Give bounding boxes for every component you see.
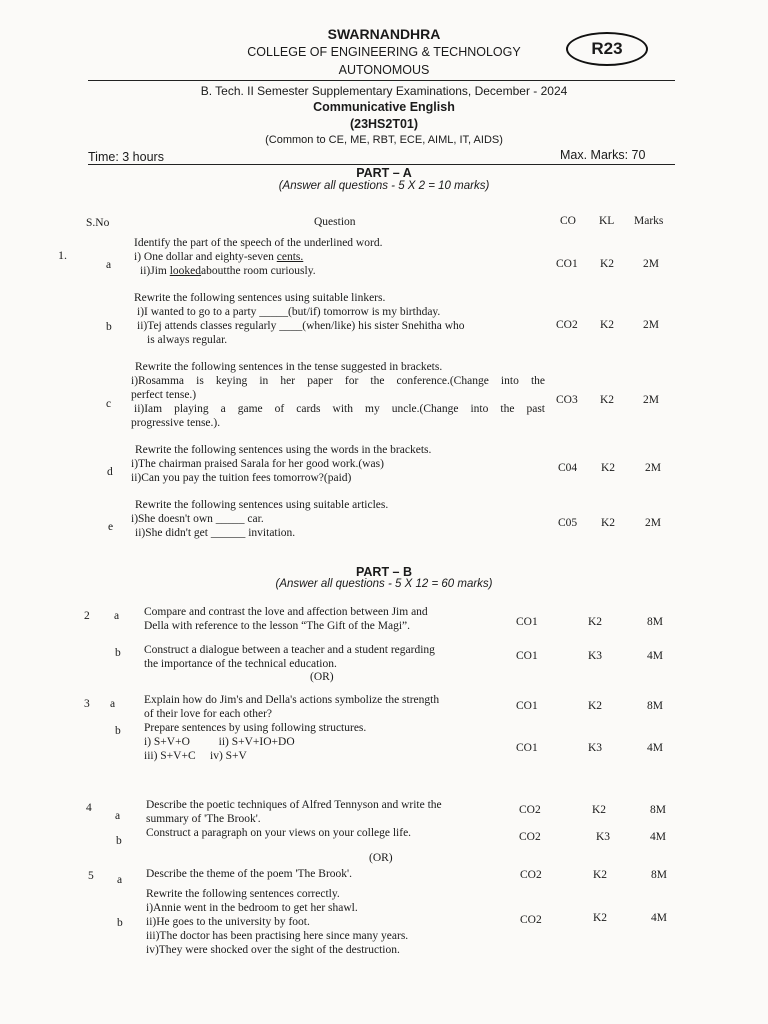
part-a-question-e: Rewrite the following sentences using suitable articles. i)She doesn't own _____ car. ii)She didn't get ______ invitation. <box>131 499 389 539</box>
part-a-question-c: Rewrite the following sentences in the tense suggested in brackets. i)Rosamma is keying in her paper for the conference.(Change into the perfect tense.) ii)Iam playing a game of cards with my uncle.(Change into the past progressive tense.). <box>131 361 545 429</box>
part-b-marks-4b: 4M <box>650 831 666 843</box>
part-a-label-c: c <box>106 398 112 410</box>
part-b-kl-5b: K2 <box>593 912 608 924</box>
part-b-marks-5a: 8M <box>651 869 667 881</box>
exam-title: B. Tech. II Semester Supplementary Examinations, December - 2024 <box>200 84 568 98</box>
part-a-kl-c: K2 <box>600 394 615 406</box>
part-a-co-e: C05 <box>558 517 578 529</box>
part-a-question-b: Rewrite the following sentences using suitable linkers. i)I wanted to go to a party _____(but/if) tomorrow is my birthday. ii)Tej attends classes regularly ____(when/like) his sister Snehitha who is always regular. <box>134 292 465 346</box>
part-b-number-2: 2 <box>84 610 90 622</box>
part-b-question-2a: Compare and contrast the love and affection between Jim and Della with reference to the lesson “The Gift of the Magi”. <box>144 606 428 632</box>
part-a-marks-b: 2M <box>643 319 659 331</box>
subject-code: (23HS2T01) <box>349 117 419 131</box>
part-b-marks-3a: 8M <box>647 700 663 712</box>
part-b-marks-2a: 8M <box>647 616 663 628</box>
time-label: Time: 3 hours <box>88 150 164 164</box>
column-marks: Marks <box>634 215 664 227</box>
regulation-badge: R23 <box>566 32 648 66</box>
part-b-question-3a: Explain how do Jim's and Della's actions symbolize the strength of their love for each other? <box>144 694 440 720</box>
part-a-marks-a: 2M <box>643 258 659 270</box>
part-a-co-d: C04 <box>558 462 578 474</box>
part-b-label-3b: b <box>115 725 121 737</box>
autonomous-label: AUTONOMOUS <box>338 63 430 77</box>
part-b-kl-5a: K2 <box>593 869 608 881</box>
part-b-question-3b: Prepare sentences by using following structures. i) S+V+O ii) S+V+IO+DO iii) S+V+C iv) S+V <box>144 722 367 762</box>
part-a-marks-e: 2M <box>645 517 661 529</box>
part-b-co-3b: CO1 <box>516 742 538 754</box>
part-b-co-4a: CO2 <box>519 804 541 816</box>
part-b-marks-5b: 4M <box>651 912 667 924</box>
subject-title: Communicative English <box>313 100 455 114</box>
part-b-title: PART – B <box>355 565 413 579</box>
header-rule <box>88 80 675 81</box>
part-b-label-4b: b <box>116 835 122 847</box>
college-name: SWARNANDHRA <box>327 26 441 42</box>
part-b-label-4a: a <box>115 810 121 822</box>
column-kl: KL <box>599 215 615 227</box>
part-b-question-4a: Describe the poetic techniques of Alfred Tennyson and write the summary of 'The Brook'. <box>146 799 442 825</box>
part-a-co-c: CO3 <box>556 394 578 406</box>
part-b-instruction: (Answer all questions - 5 X 12 = 60 marks) <box>275 578 493 590</box>
common-branches: (Common to CE, ME, RBT, ECE, AIML, IT, AIDS) <box>265 134 503 146</box>
part-b-label-5a: a <box>117 874 123 886</box>
part-b-label-2b: b <box>115 647 121 659</box>
part-a-question-d: Rewrite the following sentences using the words in the brackets. i)The chairman praised Sarala for her good work.(was) ii)Can you pay the tuition fees tomorrow?(paid) <box>131 444 432 484</box>
part-b-marks-3b: 4M <box>647 742 663 754</box>
part-a-question-a: Identify the part of the speech of the underlined word. i) One dollar and eighty-seven cents. ii)Jim lookedaboutthe room curiously. <box>134 237 383 277</box>
part-b-co-3a: CO1 <box>516 700 538 712</box>
column-co: CO <box>560 215 576 227</box>
part-b-question-2b: Construct a dialogue between a teacher and a student regarding the importance of the technical education. <box>144 644 435 670</box>
part-a-title: PART – A <box>356 166 412 180</box>
or-separator-2: (OR) <box>369 852 393 864</box>
part-a-instruction: (Answer all questions - 5 X 2 = 10 marks) <box>278 180 490 192</box>
part-a-kl-d: K2 <box>601 462 616 474</box>
part-a-kl-a: K2 <box>600 258 615 270</box>
part-b-kl-2b: K3 <box>588 650 603 662</box>
part-b-co-2a: CO1 <box>516 616 538 628</box>
part-b-question-5b: Rewrite the following sentences correctly. i)Annie went in the bedroom to get her shawl. ii)He goes to the university by foot. iii)The doctor has been practising here since many years. iv)They were shocked over the sight of the destruction. <box>146 888 409 956</box>
time-rule <box>88 164 675 165</box>
part-a-co-a: CO1 <box>556 258 578 270</box>
part-a-marks-d: 2M <box>645 462 661 474</box>
part-b-number-5: 5 <box>88 870 94 882</box>
part-b-kl-3b: K3 <box>588 742 603 754</box>
part-a-kl-e: K2 <box>601 517 616 529</box>
part-b-number-4: 4 <box>86 802 92 814</box>
part-b-kl-3a: K2 <box>588 700 603 712</box>
column-question: Question <box>314 216 356 228</box>
part-b-label-3a: a <box>110 698 116 710</box>
part-a-marks-c: 2M <box>643 394 659 406</box>
part-b-kl-4b: K3 <box>596 831 611 843</box>
part-b-label-2a: a <box>114 610 120 622</box>
part-a-kl-b: K2 <box>600 319 615 331</box>
part-b-question-4b: Construct a paragraph on your views on your college life. <box>146 827 412 839</box>
column-sno: S.No <box>86 217 110 229</box>
part-b-kl-2a: K2 <box>588 616 603 628</box>
part-b-kl-4a: K2 <box>592 804 607 816</box>
part-a-co-b: CO2 <box>556 319 578 331</box>
part-a-label-b: b <box>106 321 112 333</box>
part-a-label-a: a <box>106 259 112 271</box>
college-full-name: COLLEGE OF ENGINEERING & TECHNOLOGY <box>247 45 521 59</box>
question-number-1: 1. <box>58 248 67 262</box>
part-b-marks-2b: 4M <box>647 650 663 662</box>
part-b-co-4b: CO2 <box>519 831 541 843</box>
part-b-label-5b: b <box>117 917 123 929</box>
part-a-label-d: d <box>107 466 113 478</box>
part-b-co-5a: CO2 <box>520 869 542 881</box>
part-b-question-5a: Describe the theme of the poem 'The Brook'. <box>146 868 352 880</box>
part-b-number-3: 3 <box>84 698 90 710</box>
part-b-co-5b: CO2 <box>520 914 542 926</box>
part-a-label-e: e <box>108 521 114 533</box>
part-b-co-2b: CO1 <box>516 650 538 662</box>
max-marks-label: Max. Marks: 70 <box>560 148 646 162</box>
part-b-marks-4a: 8M <box>650 804 666 816</box>
or-separator-1: (OR) <box>310 671 334 683</box>
